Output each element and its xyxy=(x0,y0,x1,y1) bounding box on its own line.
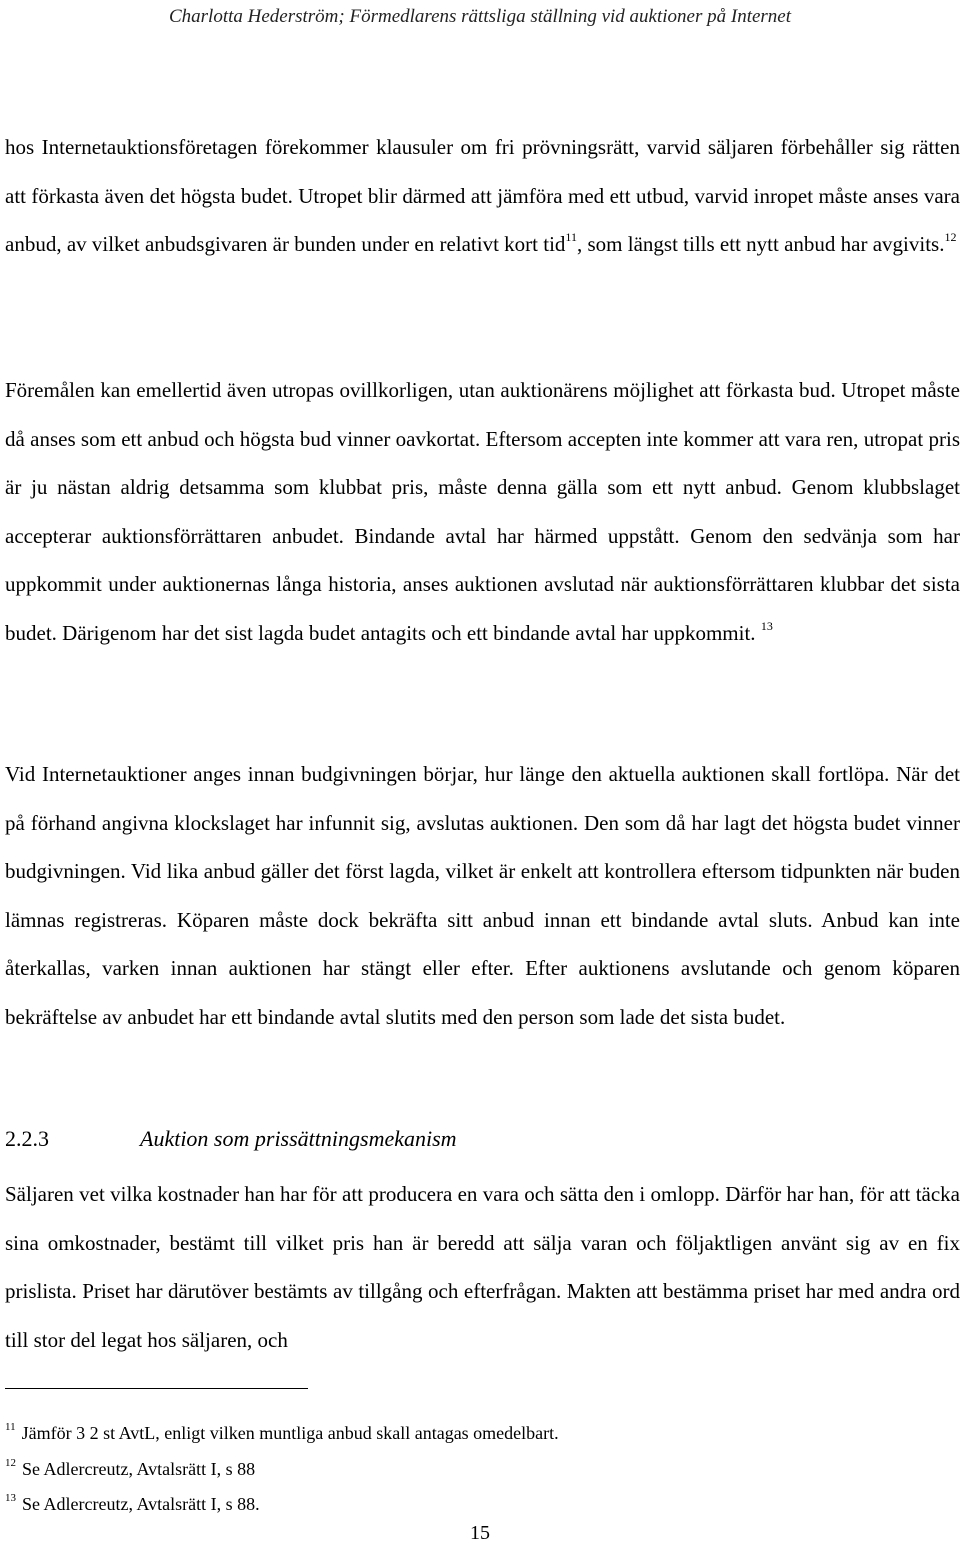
paragraph-2 xyxy=(5,366,960,657)
section-number: 2.2.3 xyxy=(5,1126,49,1151)
paragraph-2-text: Föremålen kan emellertid även utropas ovillkorligen, utan auktionärens möjlighet att förkasta bud. Utropet måste då anses som ett anbud och högsta bud vinner oavkortat. Eftersom accepten inte kommer att vara ren, utropat pris är ju nästan aldrig detsamma som klubbat pris, måste denna gälla som ett nytt anbud. Genom klubbslaget accepterar auktionsförrättaren anbudet. Bindande avtal har härmed uppstått. Genom den sedvänja som har uppkommit under auktionernas långa historia, anses auktionen avslutad när auktionsförrättaren klubbar det sista budet. Därigenom har det sist lagda budet antagits och ett bindande avtal har uppkommit. xyxy=(5,378,960,645)
footnote-number: 13 xyxy=(5,1492,16,1504)
footnote-number: 12 xyxy=(5,1456,16,1469)
footnote-text: Jämför 3 2 st AvtL, enligt vilken muntliga anbud skall antagas omedelbart. xyxy=(21,1423,559,1443)
running-header: Charlotta Hederström; Förmedlarens rättsliga ställning vid auktioner på Internet xyxy=(168,6,792,27)
footnote-ref-13[interactable]: 13 xyxy=(760,618,773,633)
paragraph-1 xyxy=(5,123,960,269)
footnote-separator xyxy=(5,1388,308,1389)
footnotes xyxy=(5,1416,905,1523)
paragraph-3 xyxy=(5,750,960,1041)
paragraph-1-text-b: , som längst tills ett nytt anbud har avgivits. xyxy=(576,232,945,256)
footnote-13 xyxy=(5,1487,905,1523)
footnote-text: Se Adlercreutz, Avtalsrätt I, s 88. xyxy=(22,1494,260,1514)
paragraph-4 xyxy=(5,1170,960,1364)
footnote-number: 11 xyxy=(5,1421,16,1433)
section-heading xyxy=(5,1124,457,1154)
page-number: 15 xyxy=(470,1522,490,1544)
footnote-ref-12[interactable]: 12 xyxy=(944,230,957,244)
paragraph-4-text: Säljaren vet vilka kostnader han har för att producera en vara och sätta den i omlopp. Därför har han, för att täcka sina omkostnader, bestämt till vilket pris han är beredd att sälja varan och följaktligen använt sig av en fix prislista. Priset har därutöver bestämts av tillgång och efterfrågan. Makten att bestämma priset har med andra ord till stor del legat hos säljaren, och xyxy=(5,1182,960,1352)
footnote-ref-11[interactable]: 11 xyxy=(565,230,577,244)
footnote-11 xyxy=(5,1416,905,1452)
section-title: Auktion som prissättningsmekanism xyxy=(140,1126,457,1151)
paragraph-3-text: Vid Internetauktioner anges innan budgivningen börjar, hur länge den aktuella auktionen skall fortlöpa. När det på förhand angivna klockslaget har infunnit sig, avslutas auktionen. Den som då har lagt det högsta budet vinner budgivningen. Vid lika anbud gäller det först lagda, vilket är enkelt att kontrollera eftersom tidpunkten när buden lämnas registreras. Köparen måste dock bekräfta sitt anbud innan ett bindande avtal sluts. Anbud kan inte återkallas, varken innan auktionen har stängt eller efter. Efter auktionens avslutande och genom köparen bekräftelse av anbudet har ett bindande avtal slutits med den person som lade det sista budet. xyxy=(5,762,960,1029)
footnote-text: Se Adlercreutz, Avtalsrätt I, s 88 xyxy=(22,1458,256,1479)
footnote-12 xyxy=(5,1452,905,1488)
paragraph-1-text: hos Internetauktionsföretagen förekommer klausuler om fri prövningsrätt, varvid säljaren förbehåller sig rätten att förkasta även det högsta budet. Utropet blir därmed att jämföra med ett utbud, varvid inropet måste anses vara anbud, av vilket anbudsgivaren är bunden under en relativt kort tid xyxy=(5,135,960,256)
